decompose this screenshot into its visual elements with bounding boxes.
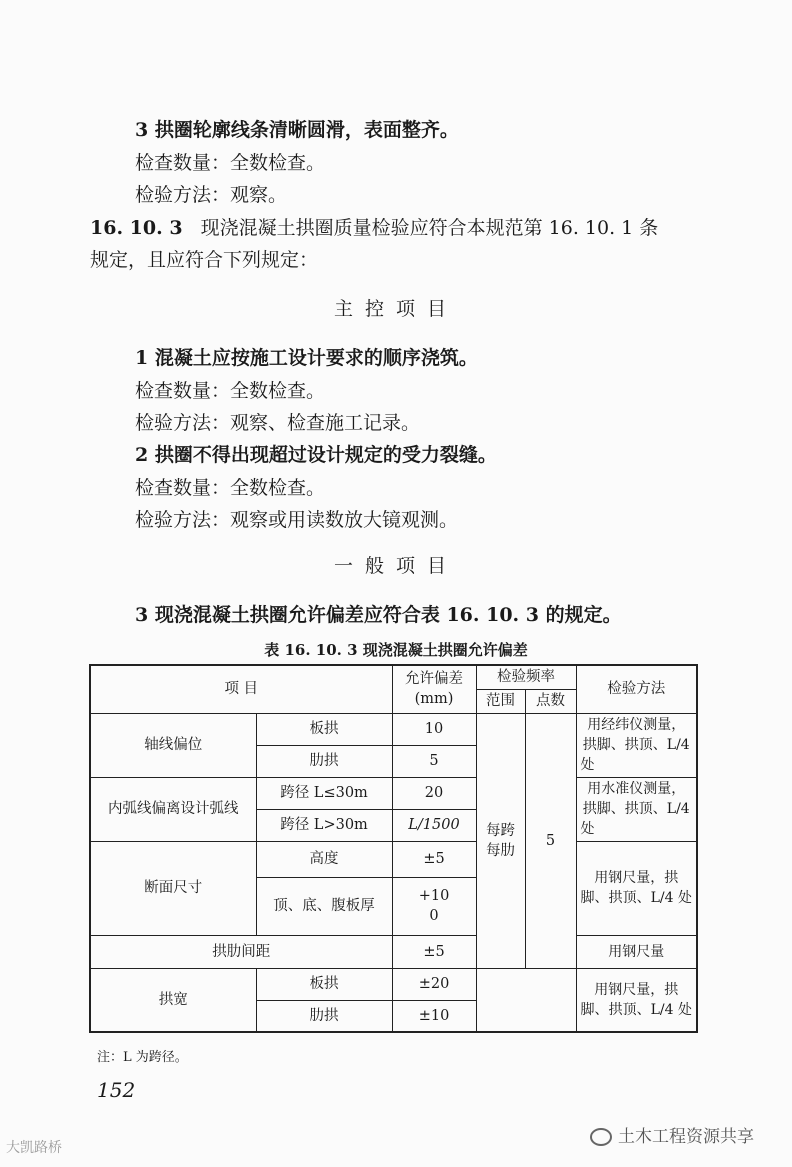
inspection-method: 检验方法：观察或用读数放大镜观测。 [135, 509, 459, 531]
table-header-row [90, 665, 697, 689]
cell-method: 用钢尺量，拱脚、拱顶、L/4 处 [576, 841, 697, 935]
cell-method: 用经纬仪测量，拱脚、拱顶、L/4 处 [576, 713, 697, 777]
table-title: 表 16. 10. 3 现浇混凝土拱圈允许偏差 [264, 641, 528, 659]
clause-line [90, 216, 658, 240]
inspection-method: 检验方法：观察、检查施工记录。 [135, 412, 421, 434]
cell-points: 5 [525, 713, 576, 968]
table-row [90, 935, 697, 968]
table-row [90, 713, 697, 745]
cell-method: 用水准仪测量，拱脚、拱顶、L/4 处 [576, 777, 697, 841]
row-axis-offset: 轴线偏位 [90, 713, 256, 777]
cell-sub-item: 跨径 L≤30m [256, 777, 392, 809]
tolerance-table [89, 664, 698, 1033]
section-general-items: 一般项目 [333, 555, 458, 577]
check-quantity: 检查数量：全数检查。 [135, 477, 326, 499]
row-rib-spacing: 拱肋间距 [90, 935, 392, 968]
cell-method: 用钢尺量 [576, 935, 697, 968]
watermark-right-text: 土木工程资源共享 [618, 1127, 754, 1147]
cell-sub-item: 顶、底、腹板厚 [256, 877, 392, 935]
check-quantity: 检查数量：全数检查。 [135, 152, 326, 174]
cell-sub-item: 板拱 [256, 968, 392, 1000]
cell-tolerance: 20 [392, 777, 476, 809]
item-3-line: 3 拱圈轮廓线条清晰圆滑，表面整齐。 [135, 119, 459, 141]
watermark-right [590, 1122, 754, 1147]
header-frequency: 检验频率 [476, 665, 576, 689]
check-quantity: 检查数量：全数检查。 [135, 380, 326, 402]
table-note: 注：L 为跨径。 [97, 1050, 188, 1065]
table-row [90, 777, 697, 809]
watermark-left: 大凯路桥 [6, 1140, 62, 1156]
cell-sub-item: 肋拱 [256, 1000, 392, 1032]
clause-number: 16. 10. 3 [90, 217, 183, 239]
clause-text: 现浇混凝土拱圈质量检验应符合本规范第 16. 10. 1 条 [200, 217, 659, 239]
page-number: 152 [97, 1078, 136, 1102]
main-item-2: 2 拱圈不得出现超过设计规定的受力裂缝。 [135, 444, 497, 466]
cell-sub-item: 板拱 [256, 713, 392, 745]
cell-tolerance: 10 [392, 713, 476, 745]
header-item: 项 目 [90, 665, 392, 713]
inspection-method: 检验方法：观察。 [135, 184, 288, 206]
header-points: 点数 [525, 689, 576, 713]
table-row [90, 841, 697, 877]
cell-frequency-blank [476, 968, 576, 1032]
row-inner-arc: 内弧线偏离设计弧线 [90, 777, 256, 841]
cell-tolerance: ±20 [392, 968, 476, 1000]
cell-tolerance: +10 0 [392, 877, 476, 935]
cell-tolerance: ±5 [392, 935, 476, 968]
row-arch-width: 拱宽 [90, 968, 256, 1032]
cell-tolerance: L/1500 [392, 809, 476, 841]
cell-sub-item: 跨径 L>30m [256, 809, 392, 841]
wechat-icon [590, 1128, 612, 1146]
row-section-size: 断面尺寸 [90, 841, 256, 935]
header-method: 检验方法 [576, 665, 697, 713]
cell-tolerance: ±5 [392, 841, 476, 877]
main-item-1: 1 混凝土应按施工设计要求的顺序浇筑。 [135, 347, 478, 369]
clause-text-cont: 规定，且应符合下列规定： [90, 249, 319, 271]
cell-sub-item: 高度 [256, 841, 392, 877]
general-item-3: 3 现浇混凝土拱圈允许偏差应符合表 16. 10. 3 的规定。 [135, 604, 622, 626]
cell-tolerance: 5 [392, 745, 476, 777]
table-row [90, 968, 697, 1000]
cell-scope: 每跨 每肋 [476, 713, 525, 968]
cell-method: 用钢尺量，拱脚、拱顶、L/4 处 [576, 968, 697, 1032]
cell-sub-item: 肋拱 [256, 745, 392, 777]
header-tolerance: 允许偏差 (mm) [392, 665, 476, 713]
cell-tolerance: ±10 [392, 1000, 476, 1032]
header-scope: 范围 [476, 689, 525, 713]
section-main-items: 主控项目 [333, 298, 458, 320]
